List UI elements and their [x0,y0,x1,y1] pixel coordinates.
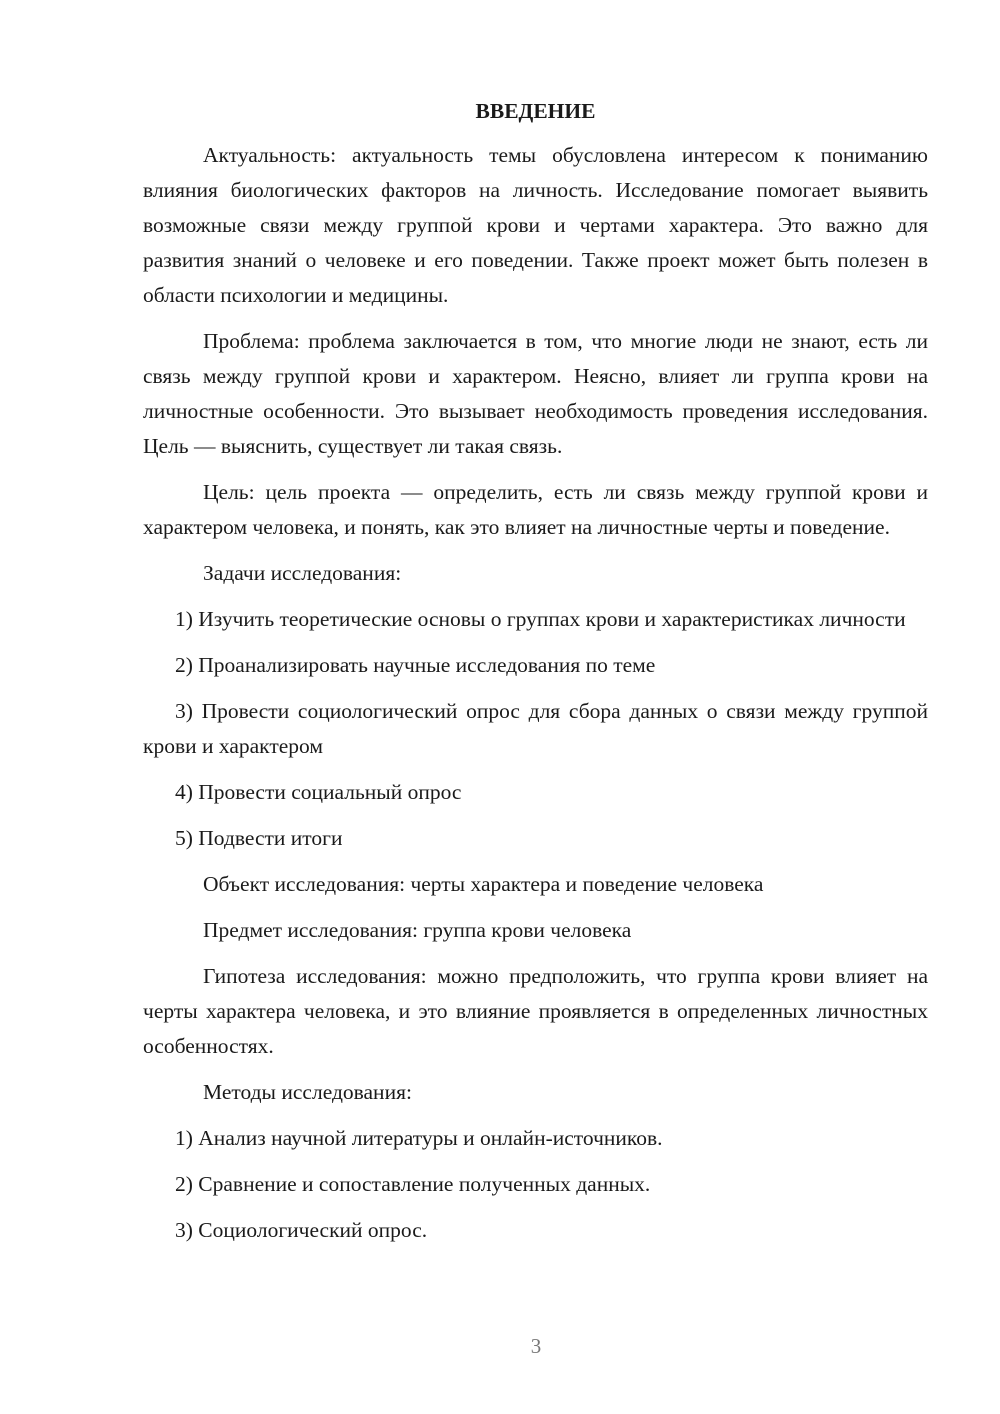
task-item-3: 3) Провести социологический опрос для сбора данных о связи между группой крови и характером [143,699,928,758]
hypothesis-paragraph: Гипотеза исследования: можно предположить, что группа крови влияет на черты характера человека, и это влияние проявляется в определенных личностных особенностях. [143,964,928,1058]
method-item-2: 2) Сравнение и сопоставление полученных данных. [175,1172,651,1196]
method-item-3: 3) Социологический опрос. [175,1218,428,1242]
task-item-4: 4) Провести социальный опрос [175,780,462,804]
relevance-paragraph: Актуальность: актуальность темы обусловлена интересом к пониманию влияния биологических факторов на личность. Исследование помогает выявить возможные связи между группой крови и чертами характера. Это важно для развития знаний о человеке и его поведении. Также проект может быть полезен в области психологии и медицины. [143,143,928,307]
tasks-heading: Задачи исследования: [203,561,402,585]
subject-paragraph: Предмет исследования: группа крови человека [203,918,632,942]
task-item-1: 1) Изучить теоретические основы о группах крови и характеристиках личности [175,607,906,631]
task-item-2: 2) Проанализировать научные исследования по теме [175,653,656,677]
task-item-5: 5) Подвести итоги [175,826,343,850]
problem-paragraph: Проблема: проблема заключается в том, что многие люди не знают, есть ли связь между группой крови и характером. Неясно, влияет ли группа крови на личностные особенности. Это вызывает необходимость проведения исследования. Цель — выяснить, существует ли такая связь. [143,329,928,458]
page-number: 3 [530,1334,542,1358]
object-paragraph: Объект исследования: черты характера и поведение человека [203,872,764,896]
page-title: ВВЕДЕНИЕ [475,99,596,123]
goal-paragraph: Цель: цель проекта — определить, есть ли связь между группой крови и характером человека, и понять, как это влияет на личностные черты и поведение. [143,480,928,539]
page-content [143,94,928,1259]
method-item-1: 1) Анализ научной литературы и онлайн-источников. [175,1126,663,1150]
methods-heading: Методы исследования: [203,1080,412,1104]
